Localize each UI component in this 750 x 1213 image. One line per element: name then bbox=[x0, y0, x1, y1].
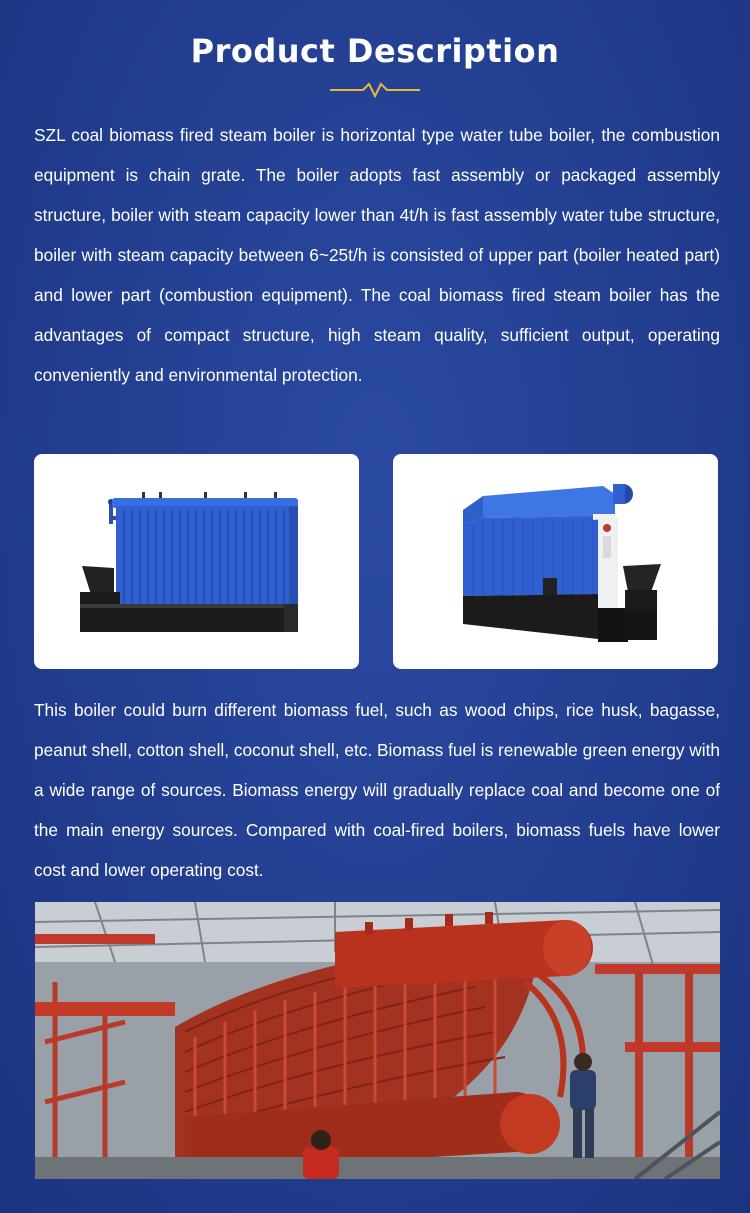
biomass-fuel-paragraph: This boiler could burn different biomass fuel, such as wood chips, rice husk, bagasse, peanut shell, cotton shell, coconut shell, etc. Biomass fuel is renewable green energy with a wide range of sources. Biomass energy will gradually replace coal and become one of the main energy sources. Compared with coal-fired boilers, biomass fuels have lower cost and lower operating cost. bbox=[34, 700, 720, 880]
boiler-front-view-image bbox=[34, 454, 359, 669]
intro-paragraph: SZL coal biomass fired steam boiler is horizontal type water tube boiler, the combustion equipment is chain grate. The boiler adopts fast assembly or packaged assembly structure, boiler with steam capacity lower than 4t/h is fast assembly water tube structure, boiler with steam capacity between 6~25t/h is consisted of upper part (boiler heated part) and lower part (combustion equipment). The coal biomass fired steam boiler has the advantages of compact structure, high steam quality, sufficient output, operating conveniently and environmental protection. bbox=[34, 125, 720, 385]
page-title: Product Description bbox=[190, 32, 560, 70]
zigzag-divider-icon bbox=[330, 80, 420, 100]
boiler-factory-photo bbox=[35, 902, 720, 1179]
boiler-side-view-image bbox=[393, 454, 718, 669]
